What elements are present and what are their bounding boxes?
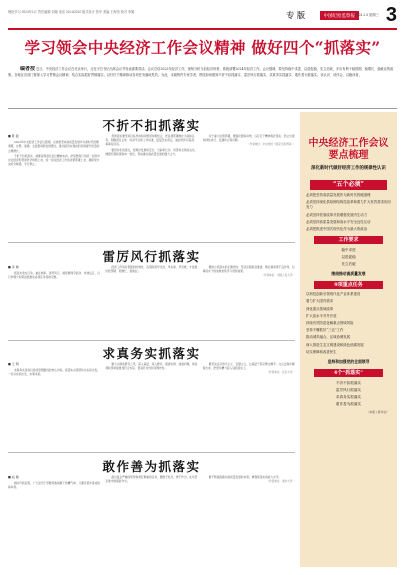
list-item: 深入推进生态文明建设和绿色低碳发展 xyxy=(306,342,364,347)
article-title: 雷厉风行抓落实 xyxy=(102,249,201,264)
list-item: 扩大高水平对外开放 xyxy=(306,313,337,318)
list-item: 持续有效防范化解重点领域风险 xyxy=(306,321,354,326)
article-4 xyxy=(8,457,295,567)
article-byline: ■ 王 明 xyxy=(8,362,19,366)
article-paragraph: 2023年中央经济工作会议强调，必须把坚持高质量发展作为新时代的硬道理，完整、准确、全面贯彻新发展理念，推动经济实现质的有效提升和量的合理增长。 xyxy=(8,140,100,153)
issue-date: 2024.1.3 星期三 xyxy=(354,13,379,17)
list-item: 坚持不懈抓好“三农”工作 xyxy=(306,328,344,333)
list-item: 推动城乡融合、区域协调发展 xyxy=(306,335,351,340)
key-points-sidebar xyxy=(300,112,397,567)
article-2 xyxy=(8,247,295,337)
article-paragraph: 贯彻落实要坚持目标导向和问题导向相结合，把各项部署细化为具体任务，明确责任主体、时间节点和工作标准，层层压实责任，做到件件有着落、事事有回音。 xyxy=(105,134,197,147)
list-item: 切实保障和改善民生 xyxy=(306,349,337,354)
list-item: 稳中求进 xyxy=(341,248,356,253)
article-paragraph: 经济工作具有很强的时效性，各项政策早出台、早实施、早见效，才能更好稳预期、稳增长、稳就业。 xyxy=(105,265,198,274)
newspaper-brand: 中国纪检监察报 xyxy=(320,11,360,20)
divider xyxy=(8,108,397,109)
sidebar-credit: （本版 / 新华社） xyxy=(366,410,389,415)
editor-note-mark: 编者按 xyxy=(20,66,36,72)
article-title: 敢作善为抓落实 xyxy=(102,459,201,474)
article-paragraph: 要大兴调查研究之风，深入基层、深入群众，摸清实情、找准问题，使各项政策举措更加符合实际、更具针对性和可操作性。 xyxy=(105,362,198,371)
article-paragraph: 要坚决反对形式主义、官僚主义，让基层干部从繁文缛节、文山会海中解脱出来，把更多精力投入到抓落实上。 xyxy=(202,362,295,371)
article-source: （作者单位：中国人民大学） xyxy=(261,274,295,278)
page-number: 3 xyxy=(385,4,397,26)
list-item: 必须坚持高质量发展和高水平安全良性互动 xyxy=(306,219,371,224)
article-paragraph: 对于重大决策部署，要强化跟踪问效，以钉钉子精神抓好落实，防止出现选择性执行、变通执行等问题。 xyxy=(202,134,295,143)
list-item: 必须把推进中国式现代化作为最大的政治 xyxy=(306,227,368,232)
list-item: 先立后破 xyxy=(341,262,356,267)
article-source: （作者单位：中央党校（国家行政学院）） xyxy=(247,143,295,147)
article-separator xyxy=(8,340,295,341)
list-item: 求真务实抓落实 xyxy=(335,395,362,400)
article-paragraph: 要坚持系统观念，统筹好发展和安全、当前和长远、局部和全局的关系，增强宏观政策取向一致性，形成推动高质量发展的强大合力。 xyxy=(105,147,198,156)
article-separator xyxy=(8,452,295,453)
article-byline: ■ 赵 刚 xyxy=(8,475,19,479)
sidebar-heading: 围绕推动高质量发展 xyxy=(331,271,366,277)
list-item: 必须把坚持高质量发展作为新时代的硬道理 xyxy=(306,193,371,197)
banner-work-requirements: 工作要求 xyxy=(314,236,383,244)
article-paragraph: 新时代新征程，广大党员干部要有敢闯敢干的精气神，又要有善作善成的真本领。 xyxy=(8,481,100,490)
list-item: 必须坚持深化供给侧结构性改革和着力扩大有效需求协同发力 xyxy=(306,200,391,210)
sidebar-heading: 坚持和加强党的全面领导 xyxy=(327,359,370,365)
list-item: 必须坚持依靠改革开放增强发展内生动力 xyxy=(306,212,368,217)
article-title: 求真务实抓落实 xyxy=(102,346,201,361)
article-byline: ■ 李 晓 xyxy=(8,265,19,269)
article-paragraph: 面对复杂严峻的形势和艰巨繁重的任务，要敢于担当、勇于作为，在攻坚克难中展现新作为。 xyxy=(105,475,198,484)
banner-five-musts: “五个必须” xyxy=(310,180,387,190)
list-item: 深化重点领域改革 xyxy=(306,306,334,311)
list-item: 以科技创新引领现代化产业体系建设 xyxy=(306,292,361,297)
masthead-meta: 理论学习 2024年1月 责任编辑 刘瑞 电话 010-82010 版式设计 张华 美编 王海英 校对 李娟 xyxy=(8,10,135,14)
article-source: （作者单位：北京大学） xyxy=(266,371,295,375)
banner-four-implementations: 4个“抓落实” xyxy=(314,369,383,377)
page-headline: 学习领会中央经济工作会议精神 做好四个“抓落实” xyxy=(24,38,381,57)
article-paragraph: 要不断提高推动高质量发展的本领，增强抓落实的能力水平。 xyxy=(208,475,282,479)
article-paragraph: 不折不扣抓落实，就要深刻领会会议精神实质，把思想和行动统一到党中央对经济形势的科学判断上来，统一到对经济工作的决策部署上来，确保党中央政令畅通、令行禁止。 xyxy=(8,153,100,167)
article-1 xyxy=(8,116,295,238)
article-paragraph: 要树立抓落实的正确导向，坚决克服拖沓推诿、敷衍塞责等不良作风，以真抓实干的成效检验学习贯彻成果。 xyxy=(202,265,295,274)
list-item: 着力扩大国内需求 xyxy=(306,299,334,304)
list-item: 不折不扣抓落实 xyxy=(335,381,362,386)
masthead xyxy=(8,6,397,28)
banner-nine-tasks: 9项重点任务 xyxy=(314,281,383,289)
article-title: 不折不扣抓落实 xyxy=(102,118,201,133)
sidebar-title: 中央经济工作会议要点梳理 xyxy=(308,138,389,161)
article-paragraph: 抓落实贵在行动、重在效率。雷厉风行，就是要闻令而动、快速反应，以只争朝夕的紧迫感推动各项任务落地见效。 xyxy=(8,271,100,280)
sidebar-subtitle: 深化新时代做好经济工作的规律性认识 xyxy=(311,166,386,171)
section-label: 专 版 xyxy=(286,10,305,20)
masthead-rule xyxy=(8,28,397,30)
list-item: 敢作善为抓落实 xyxy=(335,402,362,407)
article-source: （作者单位：清华大学） xyxy=(266,480,295,484)
editor-note xyxy=(8,66,397,106)
article-byline: ■ 陈 振 xyxy=(8,134,19,138)
article-separator xyxy=(8,242,295,243)
list-item: 以进促稳 xyxy=(341,255,356,260)
article-3 xyxy=(8,344,295,448)
editor-note-text: 近日，中央经济工作会议在北京举行，习近平总书记出席会议并发表重要讲话。会议总结2023年经济工作，深刻分析当前经济形势，系统部署2024年经济工作。会议强调，要坚持稳中求进、以进促稳、先立后破，多出有利于稳预期、稳增长、稳就业的政策。各地区各部门要深入学习贯彻会议精神，结合实际抓好贯彻落实，以钉钉子精神推动各项任务落地见效。为此，本版特约专家学者，围绕如何做到不折不扣抓落实、雷厉风行抓落实、求真务实抓落实、敢作善为抓落实，谈认识、谈体会，以飨读者。 xyxy=(8,67,394,77)
article-paragraph: 求真务实是我们党的思想路线的核心内容。抓落实必须坚持从实际出发，一切从实际出发、实事求是。 xyxy=(8,368,100,377)
list-item: 雷厉风行抓落实 xyxy=(335,388,362,393)
